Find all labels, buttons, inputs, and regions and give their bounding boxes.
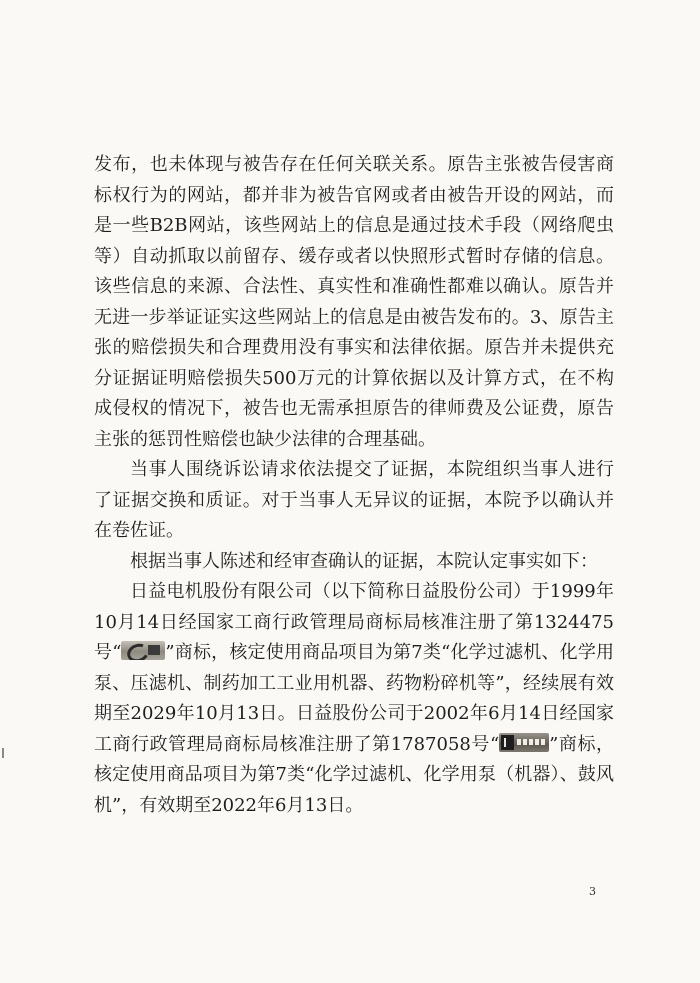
document-body <box>94 150 614 821</box>
trademark-logo-riyi-icon <box>121 641 165 660</box>
paragraph-evidence-exchange: 当事人围绕诉讼请求依法提交了证据，本院组织当事人进行了证据交换和质证。对于当事人无异议的证据，本院予以确认并在卷佐证。 <box>94 459 614 541</box>
trademark-text-part-1: 日益电机股份有限公司（以下简称日益股份公司）于1999年10月14日经国家工商行政管理局商标局核准注册了第1324475号“ <box>94 581 614 663</box>
paragraph-trademark-registration <box>94 577 614 821</box>
page-number: 3 <box>589 885 596 898</box>
trademark-text-part-3: ”商标，核定使用商品项目为第7类“化学过滤机、化学用泵（机器）、鼓风机”，有效期至2022年6月13日。 <box>94 733 614 816</box>
trademark-logo-kuosao-icon <box>499 733 549 752</box>
paragraph-facts-intro: 根据当事人陈述和经审查确认的证据，本院认定事实如下： <box>130 550 598 572</box>
trademark-text-part-2: ”商标，核定使用商品项目为第7类“化学过滤机、化学用泵、压滤机、制药加工工业用机器、药物粉碎机等”，经续展有效期至2029年10月13日。日益股份公司于2002年6月14日经国家工商行政管理局商标局核准注册了第1787058号“ <box>94 642 615 755</box>
paragraph-defense-continuation: 发布，也未体现与被告存在任何关联关系。原告主张被告侵害商标权行为的网站，都并非为被告官网或者由被告开设的网站，而是一些B2B网站，该些网站上的信息是通过技术手段（网络爬虫等）自动抓取以前留存、缓存或者以快照形式暂时存储的信息。该些信息的来源、合法性、真实性和准确性都难以确认。原告并无进一步举证证实这些网站上的信息是由被告发布的。3、原告主张的赔偿损失和合理费用没有事实和法律依据。原告并未提供充分证据证明赔偿损失500万元的计算依据以及计算方式，在不构成侵权的情况下，被告也无需承担原告的律师费及公证费，原告主张的惩罚性赔偿也缺少法律的合理基础。 <box>94 154 614 450</box>
scan-margin-mark <box>2 748 4 758</box>
